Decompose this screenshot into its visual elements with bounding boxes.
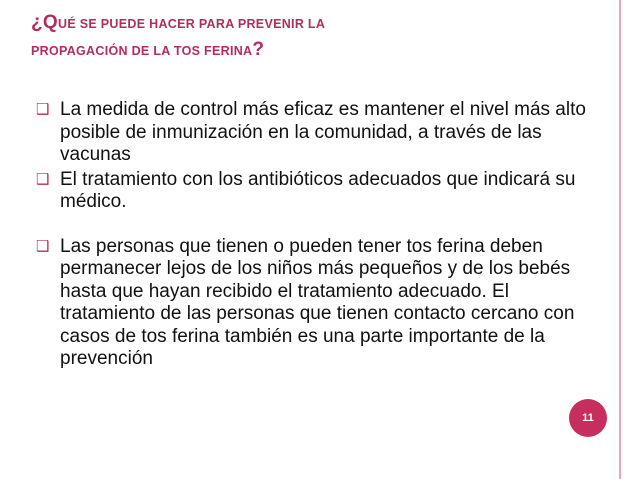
bullet-item	[36, 236, 596, 371]
checkbox-bullet-icon: ❑	[36, 101, 50, 118]
bullet-text: La medida de control más eficaz es mantener el nivel más alto posible de inmunización en la comunidad, a través de las vacunas	[60, 99, 586, 165]
page-number: 11	[582, 412, 594, 424]
bullet-list	[36, 99, 596, 371]
bullet-item	[36, 99, 596, 167]
title-question-open: ¿	[31, 12, 43, 33]
checkbox-bullet-icon: ❑	[36, 237, 50, 255]
slide-title-line-2	[31, 37, 591, 64]
bullet-text: El tratamiento con los antibióticos adecuados que indicará su médico.	[60, 168, 576, 212]
slide-title	[31, 10, 591, 64]
title-initial-letter: Q	[42, 12, 58, 33]
slide-title-line-1	[31, 10, 591, 37]
title-line-2-text: PROPAGACIÓN DE LA TOS FERINA	[31, 44, 253, 58]
right-border-rule	[619, 0, 621, 479]
bullet-item	[36, 169, 596, 214]
title-line-1-text: UÉ SE PUEDE HACER PARA PREVENIR LA	[58, 17, 326, 31]
title-question-close: ?	[252, 39, 265, 60]
page-number-badge	[569, 399, 607, 437]
checkbox-bullet-icon: ❑	[36, 170, 50, 188]
bullet-text: Las personas que tienen o pueden tener tos ferina deben permanecer lejos de los niños más pequeños y de los bebés hasta que hayan recibido el tratamiento adecuado. El tratamiento de las personas que tienen contacto cercano con casos de tos ferina también es una parte importante de la prevención	[60, 235, 575, 369]
